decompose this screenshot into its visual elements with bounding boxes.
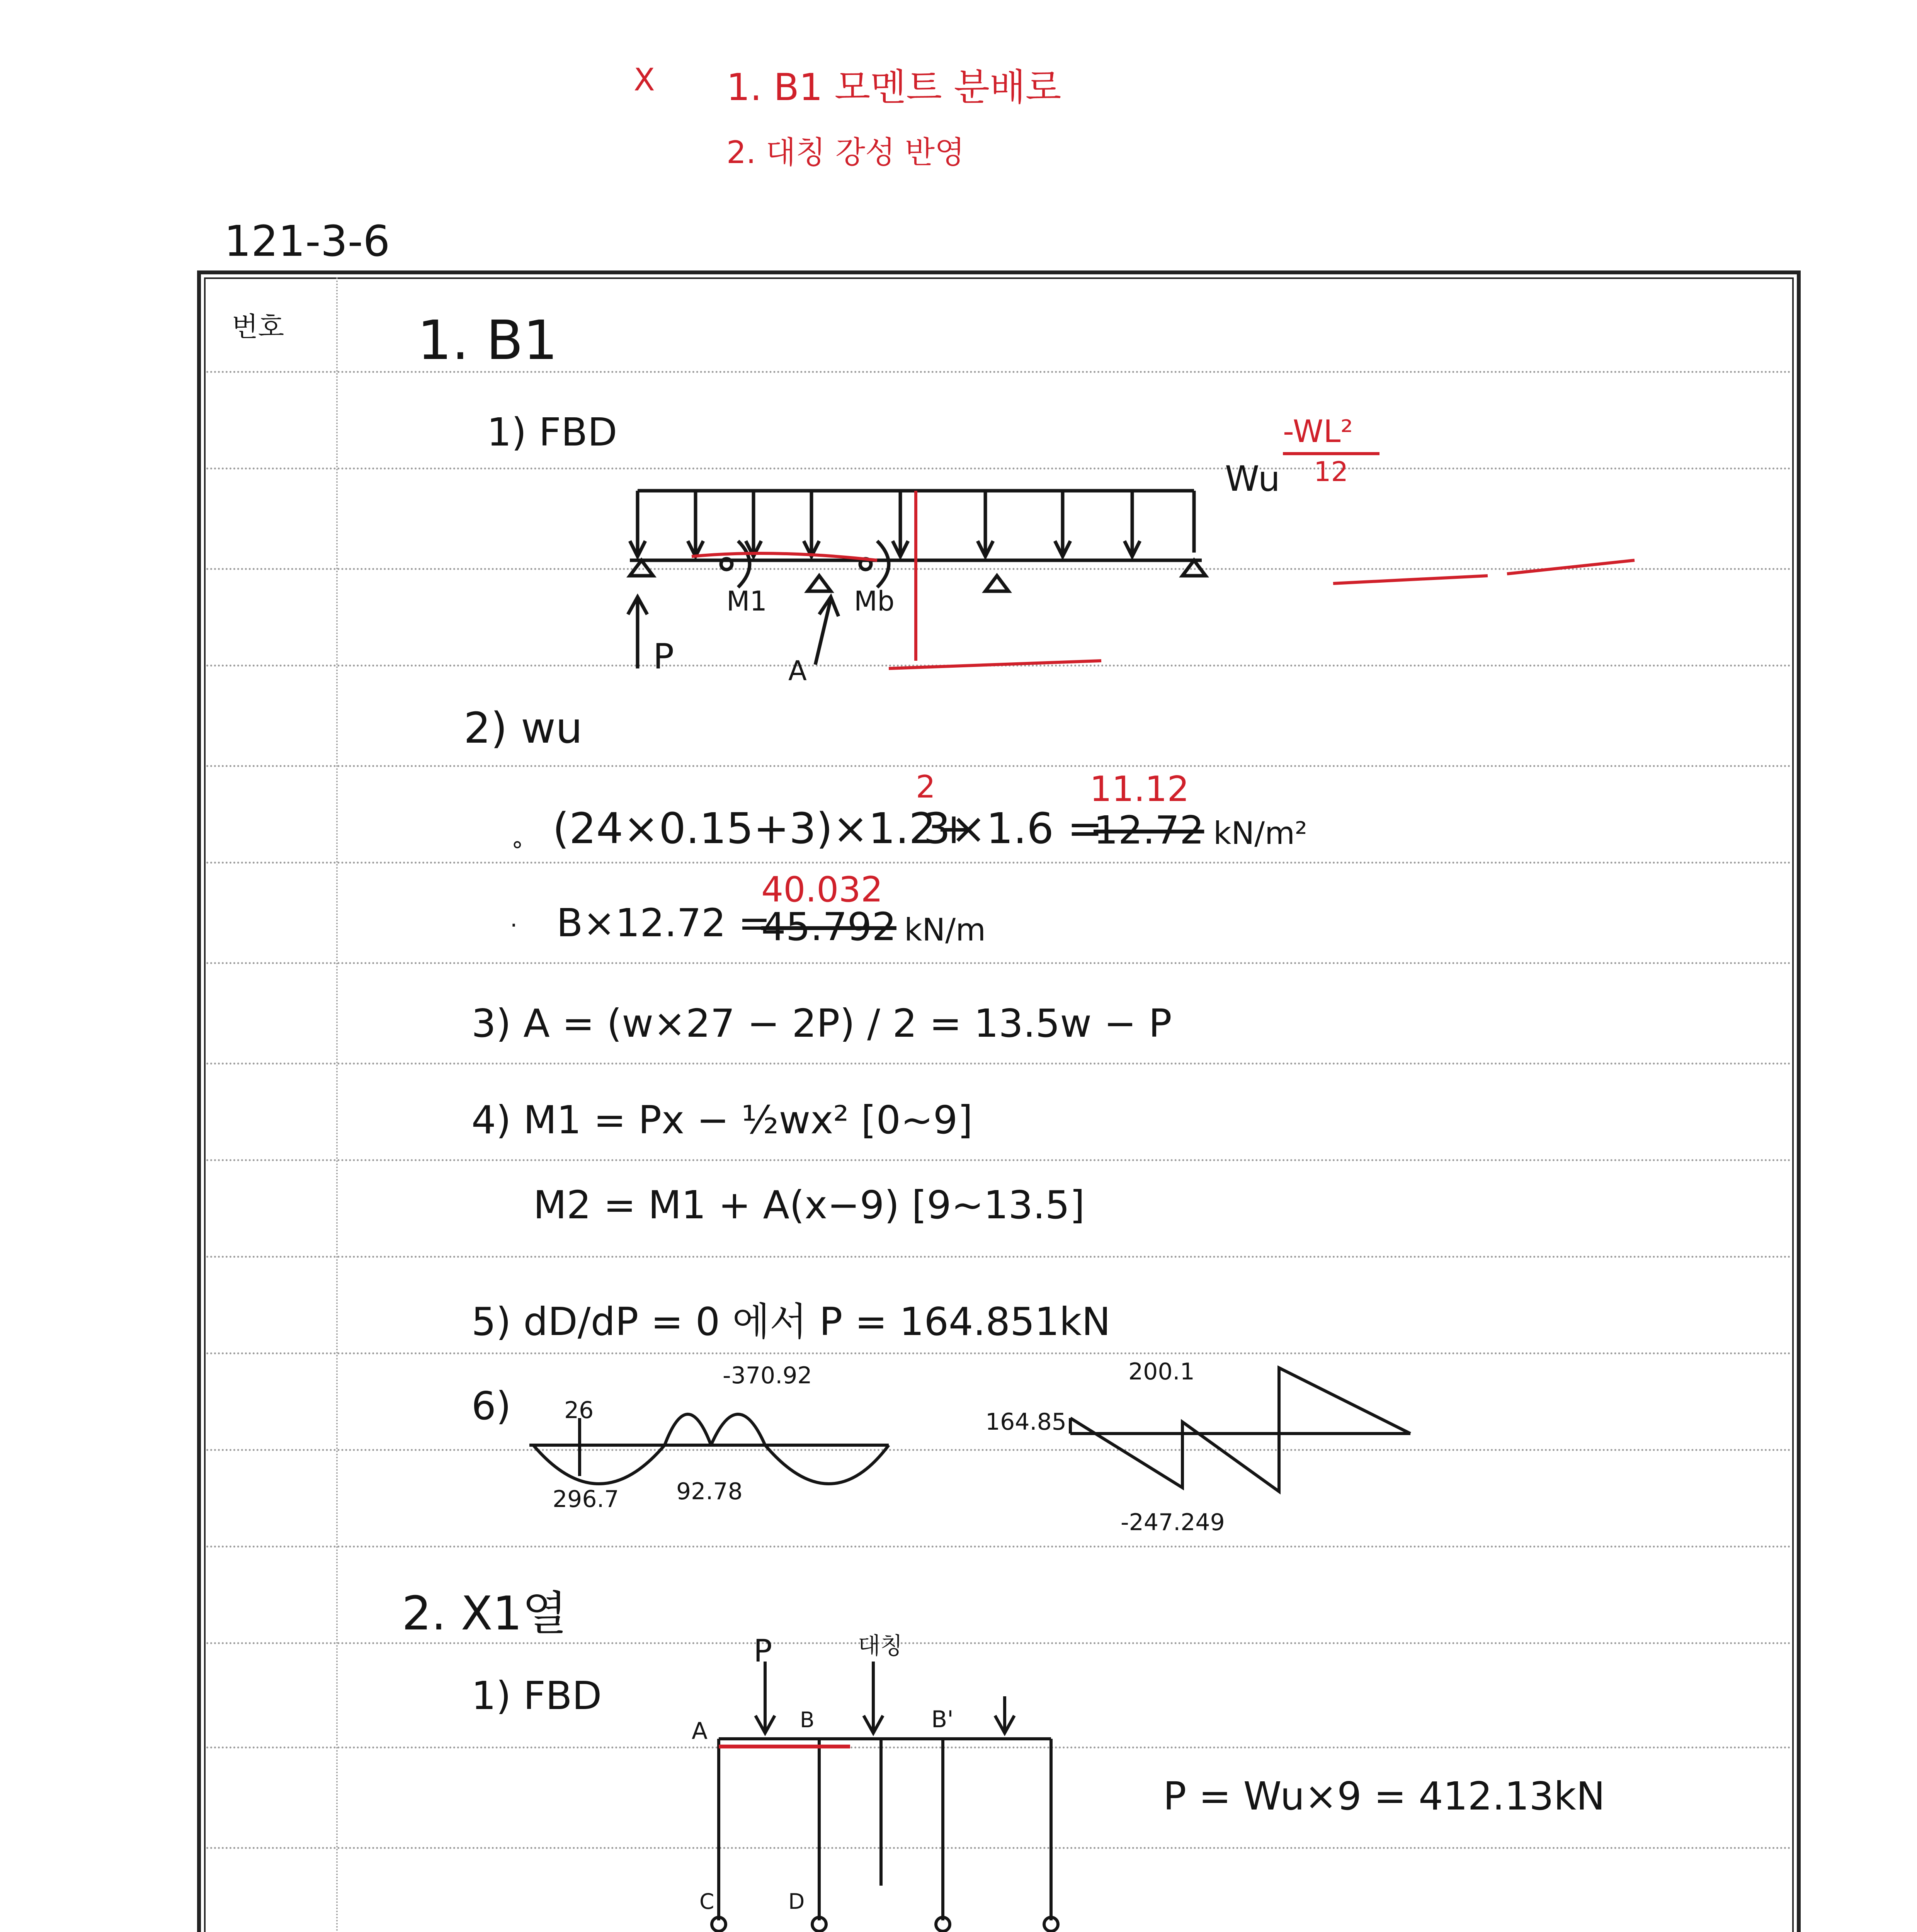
wu-line1-b: 3×1.6 = <box>924 804 1103 853</box>
wu-line1-red-value: 11.12 <box>1090 769 1189 810</box>
section1-step4b: M2 = M1 + A(x−9) [9~13.5] <box>533 1182 1085 1228</box>
section2-heading: 2. X1열 <box>402 1587 567 1641</box>
section1-step3: 3) A = (w×27 − 2P) / 2 = 13.5w − P <box>471 1001 1172 1046</box>
bmd-label-296: 296.7 <box>553 1486 619 1513</box>
section1-heading: 1. B1 <box>417 309 558 372</box>
frame-bprime-label: B' <box>931 1706 954 1733</box>
bmd-label-92: 92.78 <box>676 1478 743 1505</box>
wu-line1-old-value: 12.72 <box>1094 808 1204 853</box>
sfd-label-200: 200.1 <box>1128 1358 1195 1385</box>
frame-c-label: C <box>699 1889 714 1914</box>
top-note-line1: 1. B1 모멘트 분배로 <box>726 66 1061 109</box>
p-equation: P = Wu×9 = 412.13kN <box>1163 1774 1605 1819</box>
distributed-load-arrows <box>630 491 1194 556</box>
wu-line1: (24×0.15+3)×1.2+ <box>553 804 972 853</box>
wu-line2: B×12.72 = <box>556 900 771 946</box>
section1-step5: 5) dD/dP = 0 에서 P = 164.851kN <box>471 1299 1111 1344</box>
wu-line2-old-value: 45.792 <box>761 904 896 949</box>
frame-p-label: P <box>754 1633 772 1669</box>
frame-sym-label: 대칭 <box>858 1633 903 1660</box>
wu-line2-unit: kN/m <box>904 912 986 948</box>
section2-fbd-label: 1) FBD <box>471 1673 602 1718</box>
bmd-label-neg370: -370.92 <box>723 1362 812 1389</box>
section1-step4a: 4) M1 = Px − ½wx² [0~9] <box>471 1097 973 1143</box>
fbd-mb-label: Mb <box>854 585 895 617</box>
wu-line1-unit: kN/m² <box>1213 815 1308 851</box>
section1-wu-label: 2) wu <box>464 703 583 753</box>
top-note-line2: 2. 대칭 강성 반영 <box>726 134 965 170</box>
sfd-label-neg247: -247.249 <box>1121 1509 1225 1536</box>
fbd-m1-label: M1 <box>726 585 767 617</box>
fbd-wu-label: Wu <box>1225 459 1280 499</box>
frame-fbd-diagram <box>657 1584 1121 1932</box>
frame-d-label: D <box>788 1889 805 1914</box>
wu-line2-red-value: 40.032 <box>761 869 883 910</box>
section1-step6: 6) <box>471 1383 511 1429</box>
wu-line1-bullet: ∘ <box>510 831 525 858</box>
sfd-label-164: 164.85 <box>985 1408 1067 1435</box>
section1-fbd-label: 1) FBD <box>487 410 617 455</box>
fbd-p-label: P <box>653 636 674 677</box>
fem-formula-bar <box>1283 452 1379 455</box>
frame-b-label: B <box>800 1708 815 1732</box>
page-code: 121-3-6 <box>224 216 390 266</box>
frame-a-label: A <box>692 1718 708 1745</box>
wu-line1-red-2: 2 <box>916 769 936 805</box>
fem-formula-denominator: 12 <box>1314 456 1349 488</box>
fem-formula-numerator: -WL² <box>1283 413 1353 449</box>
label-column-divider <box>336 277 338 1932</box>
bmd-label-26: 26 <box>564 1397 594 1424</box>
top-note-mark: X <box>634 62 655 98</box>
bending-moment-diagram <box>522 1360 908 1546</box>
beam-fbd-diagram <box>599 444 1642 684</box>
label-cell: 번호 <box>232 311 284 343</box>
shear-force-diagram <box>978 1345 1441 1538</box>
fbd-a-label: A <box>788 655 807 684</box>
wu-line2-bullet: · <box>510 912 518 939</box>
